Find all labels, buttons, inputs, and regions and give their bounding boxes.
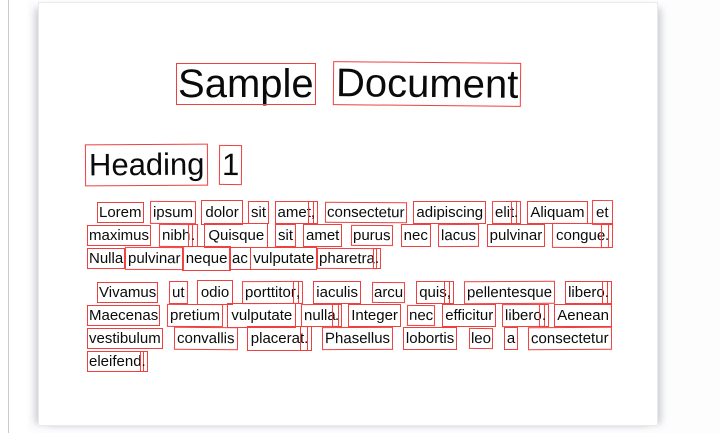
ocr-word-box: Phasellus xyxy=(324,329,390,348)
word-group xyxy=(316,284,358,301)
word-group xyxy=(162,227,195,244)
word-group xyxy=(186,250,228,267)
ocr-word-box: congue xyxy=(555,226,605,245)
word-group xyxy=(319,250,379,267)
word-group xyxy=(327,204,405,221)
word-group xyxy=(99,204,142,221)
ocr-punct-box: , xyxy=(310,204,316,221)
word-group xyxy=(89,353,146,370)
word-group xyxy=(335,61,519,107)
ocr-punct-box: . xyxy=(335,306,340,325)
word-group xyxy=(416,204,483,221)
text-line xyxy=(89,224,609,247)
ocr-word-box: porttitor xyxy=(245,283,297,302)
ocr-word-box: a xyxy=(506,330,516,347)
ocr-word-box: Heading xyxy=(88,146,205,183)
ocr-word-box: pharetra xyxy=(319,249,376,268)
ocr-word-box: odio xyxy=(200,284,230,301)
text-line xyxy=(89,201,609,224)
word-group xyxy=(178,62,314,106)
word-group xyxy=(353,227,391,244)
ocr-word-box: lacus xyxy=(441,226,477,245)
paragraph-1 xyxy=(89,201,609,270)
word-group xyxy=(374,284,403,301)
ocr-word-box: leo xyxy=(470,329,491,348)
ocr-word-box: iaculis xyxy=(316,284,358,301)
word-group xyxy=(531,330,609,347)
word-group xyxy=(505,307,546,324)
word-group xyxy=(490,227,543,244)
ocr-word-box: placerat xyxy=(250,330,305,347)
word-group xyxy=(89,330,161,347)
ocr-word-box: eleifend xyxy=(89,353,142,370)
ocr-word-box: purus xyxy=(352,226,391,245)
document-title xyxy=(40,61,656,107)
ocr-word-box: Vivamus xyxy=(99,284,157,301)
word-group xyxy=(153,204,193,221)
word-group xyxy=(304,307,340,324)
ocr-word-box: vulputate xyxy=(231,307,293,324)
ocr-word-box: adipiscing xyxy=(416,204,484,221)
word-group xyxy=(231,307,292,324)
ocr-punct-box: , xyxy=(296,283,301,302)
ocr-word-box: Aliquam xyxy=(530,204,585,221)
word-group xyxy=(406,330,454,347)
text-line xyxy=(89,327,609,350)
word-group xyxy=(278,204,316,221)
word-group xyxy=(251,204,266,221)
ocr-word-box: dolor xyxy=(205,204,239,221)
word-group xyxy=(568,284,609,301)
word-group xyxy=(409,307,433,324)
word-group xyxy=(201,284,229,301)
paragraph-2 xyxy=(89,281,609,373)
text-line xyxy=(89,247,609,270)
ocr-punct-box: . xyxy=(604,226,610,245)
ocr-punct-box: . xyxy=(141,353,146,370)
word-group xyxy=(306,227,339,244)
ocr-word-box: Lorem xyxy=(99,204,142,221)
word-group xyxy=(445,307,493,324)
ocr-word-box: Document xyxy=(335,61,519,107)
ocr-punct-box: , xyxy=(446,284,451,301)
ocr-word-box: Maecenas xyxy=(89,307,159,324)
ocr-word-box: pretium xyxy=(169,306,220,325)
word-group xyxy=(170,307,220,324)
word-group xyxy=(128,250,181,267)
ocr-word-box: Quisque xyxy=(208,227,265,244)
word-group xyxy=(556,227,609,244)
ocr-word-box: Nulla xyxy=(89,250,124,267)
word-group xyxy=(89,307,158,324)
ocr-word-box: ut xyxy=(172,283,185,302)
word-group xyxy=(325,330,390,347)
ocr-word-box: Sample xyxy=(178,62,314,106)
word-group xyxy=(232,250,248,267)
ocr-punct-box: . xyxy=(190,226,195,245)
document-page xyxy=(38,2,658,426)
ocr-word-box: maximus xyxy=(89,227,150,244)
ocr-word-box: Aenean xyxy=(557,307,609,324)
ocr-word-box: ac xyxy=(232,249,249,268)
ocr-word-box: pellentesque xyxy=(466,283,553,302)
ocr-punct-box: . xyxy=(374,249,380,268)
pane-divider xyxy=(8,0,9,433)
word-group xyxy=(251,330,309,347)
word-group xyxy=(471,330,491,347)
word-group xyxy=(89,227,149,244)
text-line xyxy=(89,281,609,304)
ocr-word-box: nec xyxy=(403,227,428,244)
ocr-word-box: sit xyxy=(250,203,266,222)
ocr-word-box: lobortis xyxy=(405,330,455,347)
word-group xyxy=(253,250,314,267)
word-group xyxy=(404,227,428,244)
ocr-word-box: arcu xyxy=(373,283,404,302)
word-group xyxy=(222,148,239,182)
word-group xyxy=(467,284,552,301)
text-line xyxy=(89,304,609,327)
ocr-word-box: convallis xyxy=(176,329,235,348)
word-group xyxy=(89,148,204,182)
word-group xyxy=(419,284,451,301)
ocr-word-box: neque xyxy=(185,250,228,267)
word-group xyxy=(172,284,185,301)
word-group xyxy=(530,204,584,221)
ocr-word-box: quis xyxy=(419,284,447,301)
ocr-punct-box: . xyxy=(541,306,546,325)
ocr-word-box: libero xyxy=(568,284,605,301)
ocr-punct-box: . xyxy=(604,284,609,301)
word-group xyxy=(99,284,156,301)
word-group xyxy=(557,307,609,324)
ocr-word-box: amet xyxy=(277,204,311,221)
word-group xyxy=(89,250,123,267)
ocr-word-box: efficitur xyxy=(445,307,494,324)
word-group xyxy=(177,330,235,347)
word-group xyxy=(351,307,398,324)
ocr-word-box: elit xyxy=(495,203,515,222)
ocr-word-box: 1 xyxy=(222,146,240,183)
ocr-word-box: consectetur xyxy=(531,329,610,348)
ocr-punct-box: . xyxy=(514,203,519,222)
ocr-word-box: amet xyxy=(305,227,340,244)
ocr-word-box: pulvinar xyxy=(128,249,181,268)
word-group xyxy=(495,204,518,221)
word-group xyxy=(208,227,264,244)
ocr-word-box: vestibulum xyxy=(89,330,161,347)
document-viewer[interactable] xyxy=(28,0,720,433)
word-group xyxy=(245,284,300,301)
word-group xyxy=(507,330,515,347)
ocr-word-box: ipsum xyxy=(153,203,194,222)
ocr-word-box: Integer xyxy=(351,307,398,324)
ocr-word-box: pulvinar xyxy=(489,227,543,244)
ocr-word-box: et xyxy=(596,203,609,222)
ocr-word-box: nulla xyxy=(303,306,336,325)
ocr-word-box: sit xyxy=(277,226,293,245)
word-group xyxy=(441,227,476,244)
heading-1 xyxy=(89,148,240,182)
text-line xyxy=(89,350,609,373)
ocr-punct-box: . xyxy=(304,330,309,347)
ocr-word-box: nec xyxy=(409,306,434,325)
word-group xyxy=(205,204,238,221)
ocr-word-box: libero xyxy=(504,306,542,325)
ocr-word-box: vulputate xyxy=(253,250,315,267)
ocr-word-box: consectetur xyxy=(326,203,405,222)
ocr-word-box: nibh xyxy=(162,226,191,245)
word-group xyxy=(596,204,609,221)
word-group xyxy=(278,227,293,244)
